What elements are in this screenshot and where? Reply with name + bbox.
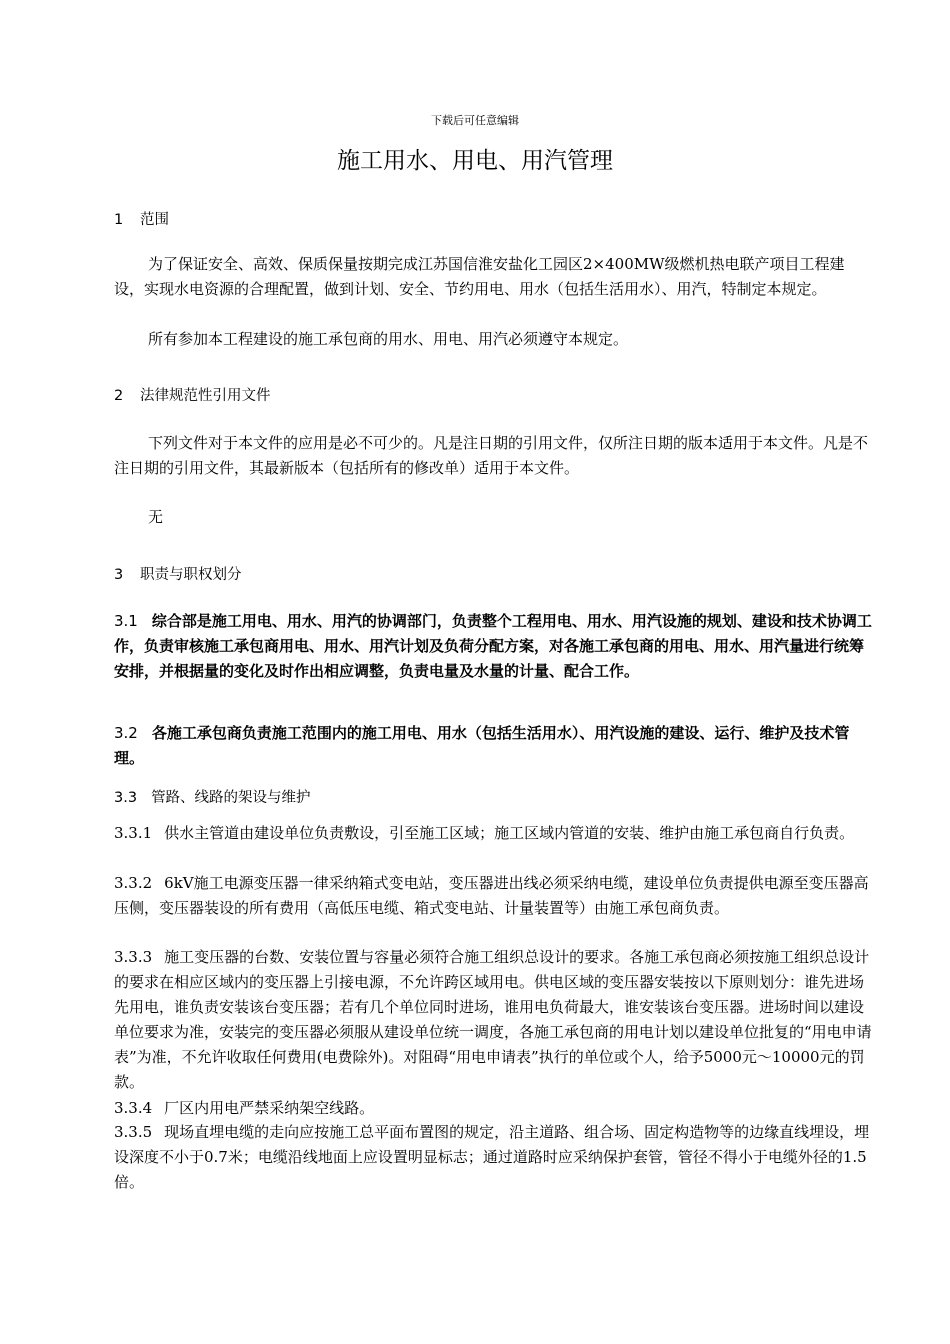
section-3-heading bbox=[114, 563, 874, 584]
clause-number: 3.3.3 bbox=[114, 948, 153, 966]
section-title: 法律规范性引用文件 bbox=[140, 388, 271, 404]
section-number: 2 bbox=[114, 388, 124, 404]
clause-3-3-2 bbox=[114, 871, 874, 921]
item-3-2 bbox=[114, 721, 874, 771]
clause-text: 厂区内用电严禁采纳架空线路。 bbox=[164, 1099, 375, 1117]
item-text: 各施工承包商负责施工范围内的施工用电、用水（包括生活用水）、用汽设施的建设、运行、维护及技术管理。 bbox=[114, 724, 850, 767]
clause-3-3-3 bbox=[114, 945, 874, 1095]
clause-text: 施工变压器的台数、安装位置与容量必须符合施工组织总设计的要求。各施工承包商必须按施工组织总设计的要求在相应区域内的变压器上引接电源，不允许跨区域用电。供电区域的变压器安装按以下原则划分：谁先进场先用电，谁负责安装该台变压器；若有几个单位同时进场，谁用电负荷最大，谁安装该台变压器。进场时间以建设单位要求为准，安装完的变压器必须服从建设单位统一调度，各施工承包商的用电计划以建设单位批复的“用电申请表”为准，不允许收取任何费用(电费除外)。对阻碍“用电申请表”执行的单位或个人，给予5000元～10000元的罚款。 bbox=[114, 948, 872, 1091]
clause-number: 3.3.2 bbox=[114, 874, 153, 892]
clause-number: 3.3.5 bbox=[114, 1123, 153, 1141]
section-1-paragraph-1: 为了保证安全、高效、保质保量按期完成江苏国信淮安盐化工园区2×400MW级燃机热电联产项目工程建设，实现水电资源的合理配置，做到计划、安全、节约用电、用水（包括生活用水）、用汽，特制定本规定。 bbox=[114, 255, 845, 298]
section-number: 3 bbox=[114, 567, 124, 583]
item-number: 3.2 bbox=[114, 724, 138, 742]
section-number: 1 bbox=[114, 212, 124, 228]
item-3-3 bbox=[114, 786, 874, 807]
section-2-heading bbox=[114, 384, 874, 405]
item-number: 3.1 bbox=[114, 612, 138, 630]
item-text: 综合部是施工用电、用水、用汽的协调部门，负责整个工程用电、用水、用汽设施的规划、建设和技术协调工作，负责审核施工承包商用电、用水、用汽计划及负荷分配方案，对各施工承包商的用电、用水、用汽量进行统筹安排，并根据量的变化及时作出相应调整，负责电量及水量的计量、配合工作。 bbox=[114, 612, 872, 680]
header-note: 下载后可任意编辑 bbox=[431, 114, 519, 127]
section-title: 职责与职权划分 bbox=[140, 567, 242, 583]
clause-3-3-5 bbox=[114, 1120, 874, 1195]
clause-text: 供水主管道由建设单位负责敷设，引至施工区域；施工区域内管道的安装、维护由施工承包商自行负责。 bbox=[164, 824, 855, 842]
clause-text: 现场直埋电缆的走向应按施工总平面布置图的规定，沿主道路、组合场、固定构造物等的边缘直线埋设，埋设深度不小于0.7米；电缆沿线地面上应设置明显标志；通过道路时应采纳保护套管，管径不得小于电缆外径的1.5倍。 bbox=[114, 1123, 870, 1191]
section-2-paragraph-1: 下列文件对于本文件的应用是必不可少的。凡是注日期的引用文件，仅所注日期的版本适用于本文件。凡是不注日期的引用文件，其最新版本（包括所有的修改单）适用于本文件。 bbox=[114, 434, 869, 477]
item-number: 3.3 bbox=[114, 790, 138, 806]
clause-3-3-1 bbox=[114, 821, 874, 846]
item-text: 管路、线路的架设与维护 bbox=[151, 790, 311, 806]
section-1-paragraph-2: 所有参加本工程建设的施工承包商的用水、用电、用汽必须遵守本规定。 bbox=[148, 330, 629, 348]
clause-number: 3.3.1 bbox=[114, 824, 153, 842]
clause-text: 6kV施工电源变压器一律采纳箱式变电站，变压器进出线必须采纳电缆，建设单位负责提供电源至变压器高压侧，变压器装设的所有费用（高低压电缆、箱式变电站、计量装置等）由施工承包商负责。 bbox=[114, 874, 869, 917]
section-title: 范围 bbox=[140, 212, 169, 228]
clause-number: 3.3.4 bbox=[114, 1099, 153, 1117]
item-3-1 bbox=[114, 609, 874, 684]
section-2-paragraph-2: 无 bbox=[148, 508, 164, 526]
clause-3-3-4 bbox=[114, 1096, 874, 1121]
section-1-heading bbox=[114, 208, 874, 229]
document-title: 施工用水、用电、用汽管理 bbox=[337, 148, 613, 174]
